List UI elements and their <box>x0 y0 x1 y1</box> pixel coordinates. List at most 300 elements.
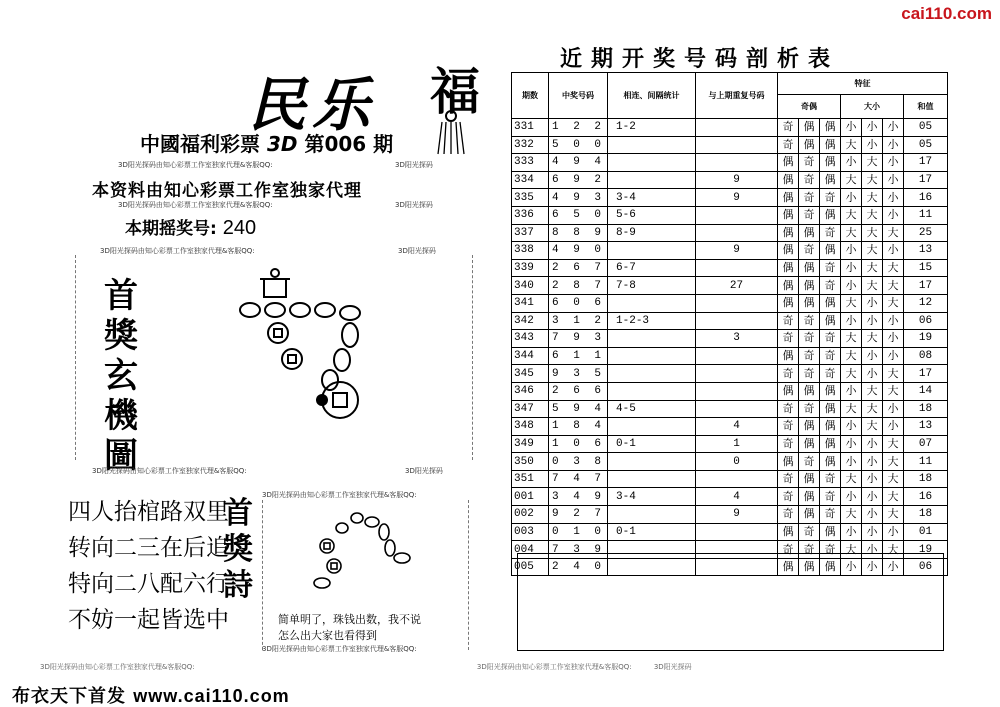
table-row <box>512 277 948 295</box>
header-oddeven: 奇偶 <box>778 95 841 119</box>
row-number: 6 0 6 <box>549 294 608 312</box>
row-period: 335 <box>512 189 549 207</box>
row-sum: 08 <box>904 347 948 365</box>
row-repeat <box>696 224 778 242</box>
row-number: 6 1 1 <box>549 347 608 365</box>
row-bigsmall: 小 <box>883 330 904 348</box>
row-repeat <box>696 365 778 383</box>
row-repeat <box>696 523 778 541</box>
row-repeat: 9 <box>696 506 778 524</box>
footer <box>12 682 290 707</box>
row-lianhao <box>608 418 696 436</box>
row-lianhao <box>608 347 696 365</box>
row-oddeven: 奇 <box>820 330 841 348</box>
row-period: 349 <box>512 435 549 453</box>
row-bigsmall: 大 <box>862 224 883 242</box>
row-bigsmall: 小 <box>883 400 904 418</box>
row-bigsmall: 小 <box>883 189 904 207</box>
row-oddeven: 奇 <box>778 488 799 506</box>
footer-text: 布衣天下首发 <box>12 686 126 707</box>
row-oddeven: 偶 <box>820 453 841 471</box>
row-oddeven: 奇 <box>799 400 820 418</box>
row-sum: 06 <box>904 558 948 576</box>
row-period: 347 <box>512 400 549 418</box>
row-repeat <box>696 470 778 488</box>
row-lianhao: 4-5 <box>608 400 696 418</box>
row-bigsmall: 大 <box>883 453 904 471</box>
row-oddeven: 奇 <box>820 506 841 524</box>
table-row <box>512 347 948 365</box>
notice-short: 3D阳光探码 <box>398 247 436 255</box>
row-oddeven: 偶 <box>778 294 799 312</box>
row-oddeven: 偶 <box>799 435 820 453</box>
notice-line: 3D阳光探码由知心彩票工作室独家代理&客服QQ: <box>118 201 273 209</box>
row-sum: 15 <box>904 259 948 277</box>
row-bigsmall: 小 <box>862 136 883 154</box>
row-period: 004 <box>512 541 549 559</box>
row-period: 350 <box>512 453 549 471</box>
row-oddeven: 奇 <box>799 171 820 189</box>
row-sum: 16 <box>904 488 948 506</box>
row-bigsmall: 小 <box>883 171 904 189</box>
row-number: 6 5 0 <box>549 206 608 224</box>
row-number: 5 0 0 <box>549 136 608 154</box>
table-row <box>512 189 948 207</box>
notice-line: 3D阳光探码由知心彩票工作室独家代理&客服QQ: <box>100 247 255 255</box>
row-period: 005 <box>512 558 549 576</box>
row-lianhao <box>608 365 696 383</box>
row-oddeven: 奇 <box>778 330 799 348</box>
row-sum: 18 <box>904 506 948 524</box>
row-oddeven: 偶 <box>799 418 820 436</box>
row-period: 003 <box>512 523 549 541</box>
row-lianhao: 0-1 <box>608 435 696 453</box>
row-bigsmall: 大 <box>862 154 883 172</box>
row-period: 334 <box>512 171 549 189</box>
row-oddeven: 奇 <box>799 523 820 541</box>
row-repeat: 9 <box>696 189 778 207</box>
row-period: 343 <box>512 330 549 348</box>
row-repeat <box>696 206 778 224</box>
row-oddeven: 奇 <box>778 365 799 383</box>
header-bigsmall: 大小 <box>841 95 904 119</box>
vt2-char: 詩 <box>223 568 253 603</box>
row-period: 001 <box>512 488 549 506</box>
empty-notes-box <box>517 553 944 651</box>
row-bigsmall: 大 <box>841 224 862 242</box>
row-oddeven: 奇 <box>778 400 799 418</box>
box2-left-border <box>262 500 263 650</box>
row-bigsmall: 小 <box>862 506 883 524</box>
table-row <box>512 506 948 524</box>
bottom-notice-strip <box>40 662 960 672</box>
row-oddeven: 偶 <box>799 224 820 242</box>
row-period: 333 <box>512 154 549 172</box>
row-number: 4 9 4 <box>549 154 608 172</box>
row-repeat: 1 <box>696 435 778 453</box>
row-oddeven: 偶 <box>820 154 841 172</box>
row-bigsmall: 大 <box>862 418 883 436</box>
row-repeat <box>696 312 778 330</box>
vt1-char: 首 <box>104 276 138 316</box>
table-row <box>512 242 948 260</box>
row-sum: 06 <box>904 312 948 330</box>
row-repeat: 3 <box>696 330 778 348</box>
row-bigsmall: 小 <box>883 119 904 137</box>
row-number: 2 6 6 <box>549 382 608 400</box>
row-number: 2 6 7 <box>549 259 608 277</box>
row-lianhao <box>608 154 696 172</box>
row-period: 342 <box>512 312 549 330</box>
row-oddeven: 偶 <box>799 470 820 488</box>
row-bigsmall: 大 <box>841 206 862 224</box>
row-lianhao: 3-4 <box>608 488 696 506</box>
row-sum: 13 <box>904 242 948 260</box>
row-sum: 05 <box>904 136 948 154</box>
row-bigsmall: 小 <box>862 558 883 576</box>
row-lianhao: 5-6 <box>608 206 696 224</box>
row-number: 3 4 9 <box>549 488 608 506</box>
row-bigsmall: 大 <box>883 470 904 488</box>
row-period: 345 <box>512 365 549 383</box>
row-period: 332 <box>512 136 549 154</box>
note-line: 简单明了，珠钱出数，我不说 <box>278 613 421 626</box>
row-oddeven: 偶 <box>778 453 799 471</box>
row-bigsmall: 小 <box>862 541 883 559</box>
notice-line: 3D阳光探码由知心彩票工作室独家代理&客服QQ: <box>262 491 417 499</box>
row-oddeven: 奇 <box>778 435 799 453</box>
row-repeat: 4 <box>696 418 778 436</box>
row-oddeven: 偶 <box>799 259 820 277</box>
row-sum: 18 <box>904 470 948 488</box>
row-bigsmall: 大 <box>841 365 862 383</box>
table-row <box>512 259 948 277</box>
row-lianhao: 0-1 <box>608 523 696 541</box>
row-sum: 17 <box>904 365 948 383</box>
row-number: 4 9 3 <box>549 189 608 207</box>
poem-line: 特向二八配六行 <box>68 571 229 597</box>
site-watermark: cai110.com <box>901 4 992 23</box>
row-oddeven: 偶 <box>820 418 841 436</box>
draw-number-line <box>125 214 256 240</box>
row-bigsmall: 大 <box>841 400 862 418</box>
row-oddeven: 奇 <box>799 453 820 471</box>
row-oddeven: 偶 <box>820 136 841 154</box>
row-oddeven: 奇 <box>778 506 799 524</box>
row-bigsmall: 大 <box>883 488 904 506</box>
row-bigsmall: 小 <box>841 523 862 541</box>
row-bigsmall: 小 <box>883 206 904 224</box>
row-bigsmall: 小 <box>862 312 883 330</box>
row-bigsmall: 小 <box>841 558 862 576</box>
issue-label: 第006 期 <box>304 132 394 156</box>
row-sum: 17 <box>904 154 948 172</box>
row-number: 6 9 2 <box>549 171 608 189</box>
row-oddeven: 奇 <box>799 242 820 260</box>
row-bigsmall: 小 <box>883 418 904 436</box>
box-right-border <box>472 255 473 460</box>
table-row <box>512 119 948 137</box>
row-number: 9 3 5 <box>549 365 608 383</box>
row-sum: 14 <box>904 382 948 400</box>
row-oddeven: 奇 <box>799 541 820 559</box>
row-lianhao <box>608 382 696 400</box>
footer-url: www.cai110.com <box>133 686 290 706</box>
header-lianhao: 相连、间隔统计 <box>608 73 696 119</box>
row-sum: 25 <box>904 224 948 242</box>
row-bigsmall: 小 <box>883 242 904 260</box>
row-lianhao <box>608 294 696 312</box>
row-oddeven: 偶 <box>820 523 841 541</box>
row-period: 340 <box>512 277 549 295</box>
notice-line: 3D阳光探码由知心彩票工作室独家代理&客服QQ: <box>262 645 417 653</box>
row-oddeven: 奇 <box>778 119 799 137</box>
row-oddeven: 奇 <box>820 347 841 365</box>
row-sum: 12 <box>904 294 948 312</box>
row-oddeven: 偶 <box>820 312 841 330</box>
row-number: 7 3 9 <box>549 541 608 559</box>
table-row <box>512 171 948 189</box>
row-bigsmall: 小 <box>862 470 883 488</box>
row-repeat <box>696 382 778 400</box>
row-oddeven: 奇 <box>820 277 841 295</box>
row-oddeven: 偶 <box>799 506 820 524</box>
row-repeat: 27 <box>696 277 778 295</box>
row-bigsmall: 小 <box>841 119 862 137</box>
row-lianhao <box>608 470 696 488</box>
agent-line: 本资料由知心彩票工作室独家代理 <box>92 181 362 201</box>
vertical-title-2 <box>221 496 255 604</box>
row-oddeven: 偶 <box>778 224 799 242</box>
table-row <box>512 435 948 453</box>
vt1-char: 獎 <box>104 316 138 356</box>
header-feature: 特征 <box>778 73 948 95</box>
row-number: 1 8 4 <box>549 418 608 436</box>
table-row <box>512 206 948 224</box>
row-oddeven: 偶 <box>778 523 799 541</box>
row-lianhao: 1-2-3 <box>608 312 696 330</box>
row-oddeven: 偶 <box>778 171 799 189</box>
row-oddeven: 偶 <box>799 119 820 137</box>
row-oddeven: 奇 <box>799 206 820 224</box>
notice-short: 3D阳光探码 <box>405 467 443 475</box>
table-row <box>512 154 948 172</box>
row-number: 0 3 8 <box>549 453 608 471</box>
row-oddeven: 偶 <box>778 347 799 365</box>
row-repeat <box>696 259 778 277</box>
notice-line: 3D阳光探码由知心彩票工作室独家代理&客服QQ: <box>92 467 247 475</box>
row-bigsmall: 小 <box>841 242 862 260</box>
row-oddeven: 奇 <box>799 189 820 207</box>
row-lianhao <box>608 330 696 348</box>
row-period: 346 <box>512 382 549 400</box>
row-period: 341 <box>512 294 549 312</box>
row-oddeven: 奇 <box>820 488 841 506</box>
row-bigsmall: 大 <box>883 435 904 453</box>
row-repeat: 9 <box>696 242 778 260</box>
row-oddeven: 奇 <box>778 312 799 330</box>
issue-lottery: 3D <box>266 132 298 156</box>
row-bigsmall: 小 <box>883 523 904 541</box>
notice-short: 3D阳光探码 <box>653 663 692 671</box>
row-bigsmall: 小 <box>883 312 904 330</box>
vt1-char: 玄 <box>104 356 138 396</box>
table-row <box>512 453 948 471</box>
notice-short: 3D阳光探码 <box>395 201 433 209</box>
table-row <box>512 294 948 312</box>
row-sum: 07 <box>904 435 948 453</box>
row-number: 1 0 6 <box>549 435 608 453</box>
row-lianhao: 3-4 <box>608 189 696 207</box>
row-repeat <box>696 119 778 137</box>
row-number: 2 8 7 <box>549 277 608 295</box>
note <box>278 612 421 644</box>
row-number: 3 1 2 <box>549 312 608 330</box>
issue-title <box>140 128 393 157</box>
row-bigsmall: 小 <box>841 453 862 471</box>
row-bigsmall: 大 <box>841 171 862 189</box>
row-sum: 17 <box>904 171 948 189</box>
tassel-icon <box>428 110 474 156</box>
row-bigsmall: 大 <box>862 206 883 224</box>
row-oddeven: 偶 <box>778 242 799 260</box>
row-number: 4 9 0 <box>549 242 608 260</box>
row-sum: 16 <box>904 189 948 207</box>
vt1-char: 機 <box>104 396 138 436</box>
row-oddeven: 偶 <box>778 154 799 172</box>
row-oddeven: 偶 <box>799 558 820 576</box>
row-bigsmall: 大 <box>841 294 862 312</box>
row-oddeven: 奇 <box>778 541 799 559</box>
row-repeat <box>696 136 778 154</box>
row-bigsmall: 小 <box>862 119 883 137</box>
row-oddeven: 奇 <box>778 136 799 154</box>
row-oddeven: 奇 <box>820 224 841 242</box>
row-lianhao: 1-2 <box>608 119 696 137</box>
row-oddeven: 偶 <box>799 382 820 400</box>
row-oddeven: 偶 <box>820 400 841 418</box>
row-oddeven: 偶 <box>778 382 799 400</box>
row-sum: 19 <box>904 330 948 348</box>
row-oddeven: 奇 <box>799 330 820 348</box>
row-period: 331 <box>512 119 549 137</box>
table-row <box>512 136 948 154</box>
row-oddeven: 偶 <box>820 171 841 189</box>
row-oddeven: 偶 <box>778 558 799 576</box>
row-oddeven: 奇 <box>820 189 841 207</box>
row-repeat <box>696 294 778 312</box>
coin-bead-drawing <box>230 265 380 425</box>
row-oddeven: 偶 <box>820 294 841 312</box>
row-bigsmall: 小 <box>841 259 862 277</box>
issue-prefix: 中國福利彩票 <box>140 132 260 156</box>
row-lianhao: 6-7 <box>608 259 696 277</box>
row-bigsmall: 小 <box>862 453 883 471</box>
row-oddeven: 偶 <box>820 119 841 137</box>
row-bigsmall: 大 <box>862 259 883 277</box>
vt2-char: 首 <box>223 496 253 531</box>
notice-line: 3D阳光探码由知心彩票工作室独家代理&客服QQ: <box>40 663 195 671</box>
poem <box>68 494 229 638</box>
poem-line: 四人抬棺路双里 <box>68 499 229 525</box>
row-number: 1 2 2 <box>549 119 608 137</box>
row-oddeven: 奇 <box>820 541 841 559</box>
row-period: 351 <box>512 470 549 488</box>
table-row <box>512 365 948 383</box>
poem-line: 不妨一起皆选中 <box>68 607 229 633</box>
row-bigsmall: 大 <box>841 541 862 559</box>
row-bigsmall: 大 <box>841 506 862 524</box>
row-period: 338 <box>512 242 549 260</box>
row-oddeven: 偶 <box>778 259 799 277</box>
bead-chain-drawing <box>312 508 422 593</box>
header-sum: 和值 <box>904 95 948 119</box>
row-repeat <box>696 400 778 418</box>
history-table <box>511 72 948 576</box>
row-bigsmall: 大 <box>862 382 883 400</box>
row-lianhao <box>608 506 696 524</box>
row-repeat: 9 <box>696 171 778 189</box>
row-number: 0 1 0 <box>549 523 608 541</box>
box-left-border <box>75 255 76 460</box>
history-table-body <box>512 119 948 576</box>
row-period: 002 <box>512 506 549 524</box>
row-oddeven: 奇 <box>820 470 841 488</box>
row-period: 348 <box>512 418 549 436</box>
table-row <box>512 523 948 541</box>
row-repeat: 4 <box>696 488 778 506</box>
row-bigsmall: 大 <box>862 330 883 348</box>
row-oddeven: 偶 <box>820 382 841 400</box>
row-sum: 11 <box>904 453 948 471</box>
row-oddeven: 奇 <box>799 154 820 172</box>
row-number: 7 9 3 <box>549 330 608 348</box>
row-bigsmall: 小 <box>841 154 862 172</box>
note-line: 怎么出大家也看得到 <box>278 629 377 642</box>
row-repeat <box>696 154 778 172</box>
header-number: 中奖号码 <box>549 73 608 119</box>
table-row <box>512 382 948 400</box>
row-bigsmall: 大 <box>883 541 904 559</box>
row-bigsmall: 小 <box>883 558 904 576</box>
row-lianhao: 8-9 <box>608 224 696 242</box>
row-period: 339 <box>512 259 549 277</box>
row-oddeven: 偶 <box>778 189 799 207</box>
row-bigsmall: 大 <box>862 242 883 260</box>
row-bigsmall: 小 <box>862 435 883 453</box>
draw-label: 本期摇奖号: <box>125 219 217 239</box>
row-repeat <box>696 347 778 365</box>
vt2-char: 獎 <box>223 532 253 567</box>
row-number: 2 4 0 <box>549 558 608 576</box>
table-row <box>512 470 948 488</box>
row-bigsmall: 小 <box>841 382 862 400</box>
box2-right-border <box>468 500 469 650</box>
notice-line: 3D阳光探码由知心彩票工作室独家代理&客服QQ: <box>118 161 273 169</box>
row-oddeven: 偶 <box>820 206 841 224</box>
header-repeat: 与上期重复号码 <box>696 73 778 119</box>
notice-short: 3D阳光探码 <box>395 161 433 169</box>
draw-number: 240 <box>222 217 257 239</box>
row-period: 337 <box>512 224 549 242</box>
row-bigsmall: 大 <box>883 506 904 524</box>
header-period: 期数 <box>512 73 549 119</box>
row-bigsmall: 大 <box>841 470 862 488</box>
row-bigsmall: 大 <box>883 224 904 242</box>
row-bigsmall: 小 <box>862 523 883 541</box>
row-oddeven: 偶 <box>778 206 799 224</box>
row-number: 9 2 7 <box>549 506 608 524</box>
